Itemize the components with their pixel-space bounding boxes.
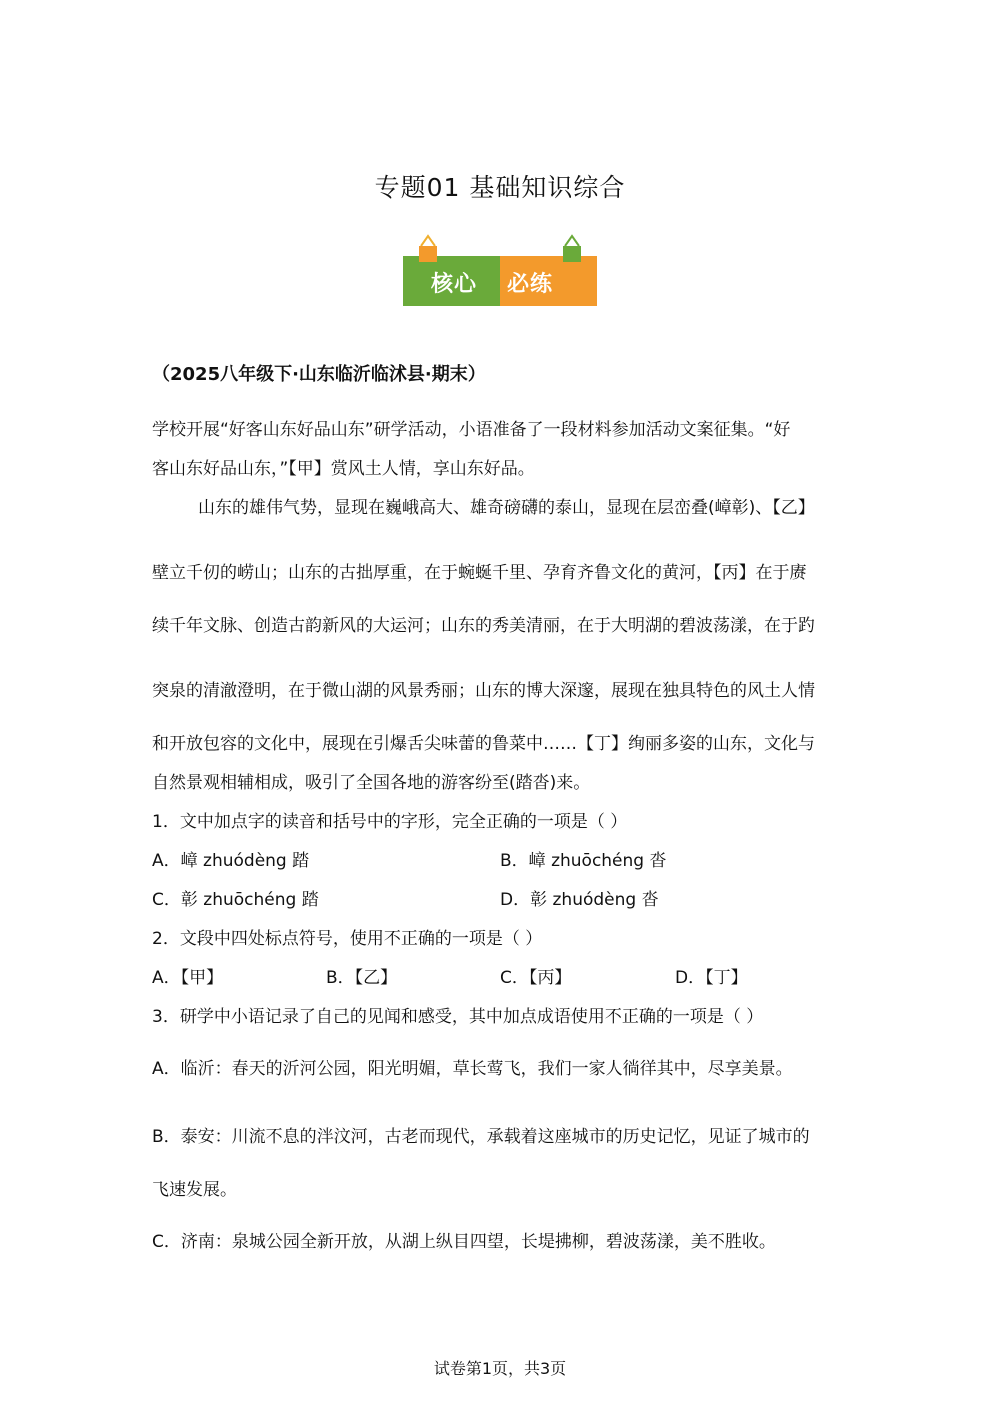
question-3-option-c: C．济南：泉城公园全新开放，从湖上纵目四望，长堤拂柳，碧波荡漾，美不胜收。 [152,1232,776,1252]
question-3-option-a: A．临沂：春天的沂河公园，阳光明媚，草长莺飞，我们一家人徜徉其中，尽享美景。 [152,1059,793,1079]
question-3-option-b: B．泰安：川流不息的泮汶河，古老而现代，承载着这座城市的历史记忆，见证了城市的 [152,1127,810,1147]
passage-line: 壁立千仞的崂山；山东的古拙厚重，在于蜿蜒千里、孕育齐鲁文化的黄河，【丙】在于赓 [152,563,807,583]
passage-line: 客山东好品山东，”【甲】赏风土人情，享山东好品。 [152,459,535,479]
binder-clip-icon [417,234,439,264]
question-1-stem: 1．文中加点字的读音和括号中的字形，完全正确的一项是（ ） [152,812,628,832]
question-source: （2025八年级下·山东临沂临沭县·期末） [152,364,486,385]
passage-line: 自然景观相辅相成，吸引了全国各地的游客纷至(踏沓)来。 [152,773,591,793]
question-3-stem: 3．研学中小语记录了自己的见闻和感受，其中加点成语使用不正确的一项是（ ） [152,1007,764,1027]
question-1-option-c: C．彰 zhuōchéng 踏 [152,890,319,910]
passage-line: 山东的雄伟气势，显现在巍峨高大、雄奇磅礴的泰山，显现在层峦叠(嶂彰)、【乙】 [198,498,815,518]
page-footer: 试卷第1页，共3页 [433,1359,567,1378]
passage-line: 学校开展“好客山东好品山东”研学活动，小语准备了一段材料参加活动文案征集。“好 [152,420,791,440]
badge-label-core: 核心 [431,272,478,297]
question-2-stem: 2．文段中四处标点符号，使用不正确的一项是（ ） [152,929,543,949]
question-2-option-b: B．【乙】 [326,968,398,988]
question-3-option-b-cont: 飞速发展。 [152,1180,237,1200]
question-1-option-b: B．嶂 zhuōchéng 沓 [500,851,667,871]
question-2-option-a: A．【甲】 [152,968,224,988]
question-2-option-c: C．【丙】 [500,968,572,988]
passage-line: 续千年文脉、创造古韵新风的大运河；山东的秀美清丽，在于大明湖的碧波荡漾，在于趵 [152,616,815,636]
question-1-option-d: D．彰 zhuódèng 沓 [500,890,659,910]
binder-clip-icon [561,234,583,264]
page-title: 专题01 基础知识综合 [374,173,626,202]
core-practice-badge [403,234,597,308]
passage-line: 和开放包容的文化中，展现在引爆舌尖味蕾的鲁菜中……【丁】绚丽多姿的山东，文化与 [152,734,815,754]
question-2-option-d: D．【丁】 [675,968,748,988]
badge-label-practice: 必练 [507,272,554,297]
passage-line: 突泉的清澈澄明，在于微山湖的风景秀丽；山东的博大深邃，展现在独具特色的风土人情 [152,681,815,701]
question-1-option-a: A．嶂 zhuódèng 踏 [152,851,310,871]
